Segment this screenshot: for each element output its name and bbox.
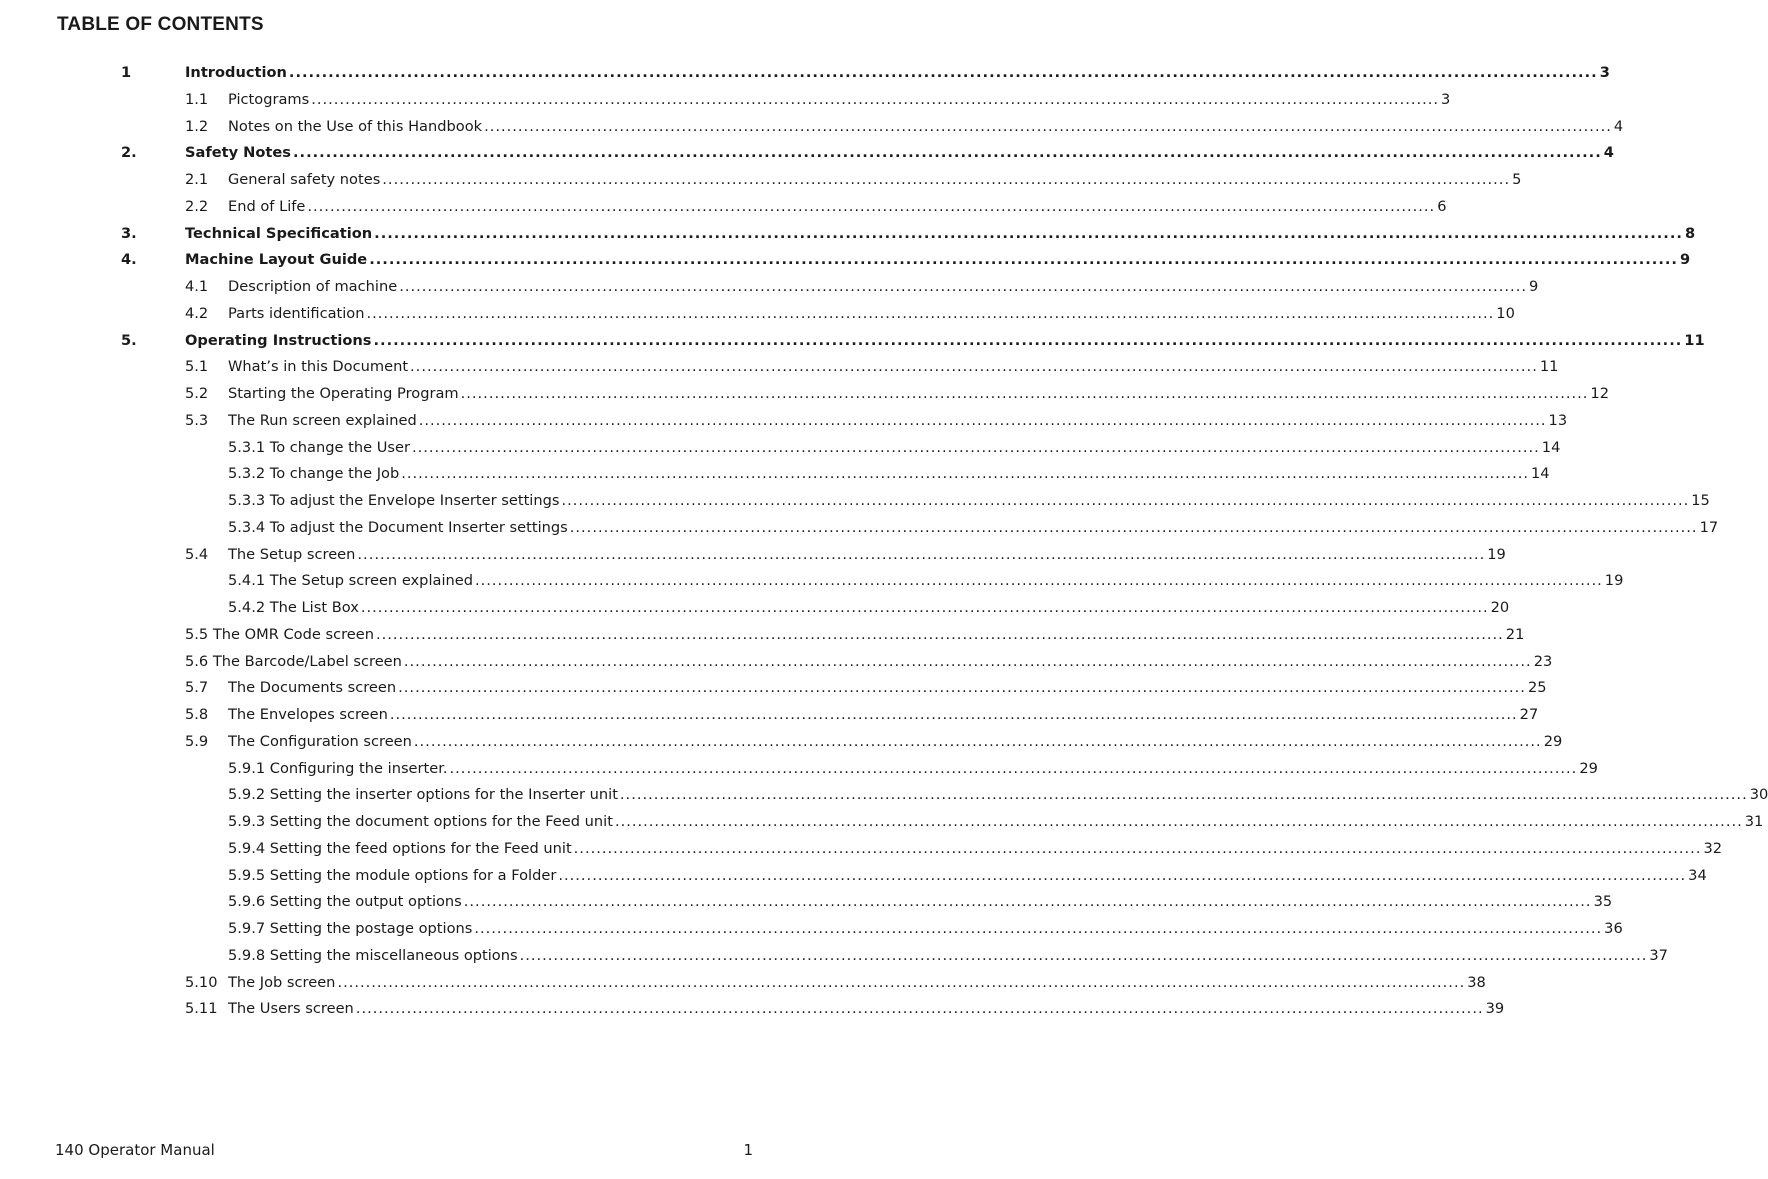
toc-entry[interactable]	[0, 729, 1563, 755]
toc-section-number: 5.7	[185, 679, 209, 697]
toc-entry-label: What’s in this Document	[228, 358, 409, 376]
toc-entry[interactable]	[0, 542, 1506, 568]
toc-page-number: 9	[1528, 278, 1539, 295]
dot-leader: ........................................................................................................................................................................................................	[399, 278, 1527, 295]
toc-entry-label: Operating Instructions	[185, 331, 372, 349]
dot-leader: ........................................................................................................................................................................................................	[357, 545, 1486, 563]
toc-chapter-entry[interactable]	[0, 140, 1614, 166]
toc-entry-label: 5.9.4 Setting the feed options for the Feed unit	[228, 839, 572, 857]
toc-page-number: 13	[1548, 411, 1568, 429]
toc-entry[interactable]	[0, 167, 1522, 193]
toc-page-number: 19	[1604, 572, 1624, 590]
toc-page-number: 20	[1490, 599, 1510, 616]
toc-entry-label: 5.3.2 To change the Job	[228, 465, 400, 483]
dot-leader: ........................................................................................................................................................................................................	[614, 813, 1743, 830]
toc-entry[interactable]	[0, 87, 1451, 113]
dot-leader: ........................................................................................................................................................................................................	[475, 572, 1603, 590]
dot-leader: ........................................................................................................................................................................................................	[355, 1000, 1484, 1018]
toc-entry[interactable]	[0, 649, 1553, 675]
dot-leader: ........................................................................................................................................................................................................	[463, 893, 1592, 911]
toc-page-number: 23	[1533, 652, 1553, 670]
toc-entry-label: 5.5 The OMR Code screen	[185, 625, 374, 643]
toc-page-number: 34	[1688, 866, 1707, 884]
toc-page-number: 8	[1684, 224, 1696, 242]
dot-leader: ........................................................................................................................................................................................................	[360, 599, 1489, 616]
toc-chapter-number: 2.	[121, 144, 137, 162]
toc-chapter-entry[interactable]	[0, 247, 1691, 273]
dot-leader: ........................................................................................................................................................................................................	[376, 625, 1504, 643]
toc-entry-label: The Setup screen	[228, 545, 356, 563]
toc-section-number: 5.8	[185, 706, 209, 723]
dot-leader: ........................................................................................................................................................................................................	[569, 518, 1698, 536]
toc-entry[interactable]	[0, 970, 1486, 996]
dot-leader: ........................................................................................................................................................................................................	[413, 732, 1542, 750]
dot-leader: ........................................................................................................................................................................................................	[573, 839, 1702, 857]
toc-section-number: 5.9	[185, 732, 209, 750]
toc-entry-label: General safety notes	[228, 171, 381, 188]
toc-entry-label: The Run screen explained	[228, 411, 417, 429]
dot-leader: ........................................................................................................................................................................................................	[484, 117, 1612, 135]
toc-page-number: 4	[1613, 117, 1624, 135]
toc-page-number: 19	[1487, 545, 1506, 563]
toc-page-number: 15	[1691, 492, 1710, 509]
dot-leader: ........................................................................................................................................................................................................	[411, 438, 1540, 456]
dot-leader: ........................................................................................................................................................................................................	[418, 411, 1547, 429]
toc-page-number: 32	[1703, 839, 1723, 857]
toc-entry[interactable]	[0, 515, 1719, 541]
toc-section-number: 1.1	[185, 90, 209, 108]
dot-leader: ........................................................................................................................................................................................................	[460, 385, 1589, 402]
toc-entry[interactable]	[0, 809, 1764, 835]
toc-entry[interactable]	[0, 702, 1539, 728]
toc-section-number: 5.1	[185, 358, 209, 376]
toc-section-number: 5.4	[185, 545, 209, 563]
toc-chapter-entry[interactable]	[0, 60, 1610, 86]
toc-entry[interactable]	[0, 863, 1707, 889]
toc-entry-label: 5.3.1 To change the User	[228, 438, 410, 456]
toc-entry[interactable]	[0, 943, 1668, 969]
toc-entry-label: The Configuration screen	[228, 732, 412, 750]
toc-entry-label: Pictograms	[228, 90, 310, 108]
toc-entry-label: Safety Notes	[185, 144, 291, 162]
toc-entry-label: Technical Specification	[185, 224, 373, 242]
toc-section-number: 5.2	[185, 385, 209, 402]
toc-section-number: 2.2	[185, 197, 209, 215]
toc-entry-label: 5.4.1 The Setup screen explained	[228, 572, 473, 590]
toc-entry[interactable]	[0, 488, 1710, 514]
dot-leader: ........................................................................................................................................................................................................	[410, 358, 1538, 376]
toc-entry[interactable]	[0, 622, 1525, 648]
toc-page-number: 9	[1679, 251, 1691, 269]
dot-leader: ........................................................................................................................................................................................................	[561, 492, 1690, 509]
toc-entry-label: 5.3.3 To adjust the Envelope Inserter settings	[228, 492, 560, 509]
toc-entry[interactable]	[0, 756, 1598, 782]
toc-entry-label: The Users screen	[228, 1000, 354, 1018]
dot-leader: ........................................................................................................................................................................................................	[307, 197, 1436, 215]
toc-chapter-number: 4.	[121, 251, 137, 269]
dot-leader: ........................................................................................................................................................................................................	[401, 465, 1530, 483]
dot-leader: ........................................................................................................................................................................................................	[449, 759, 1578, 777]
toc-chapter-entry[interactable]	[0, 328, 1705, 354]
toc-page-number: 17	[1699, 518, 1719, 536]
toc-page-number: 14	[1541, 438, 1561, 456]
toc-page-number: 11	[1539, 358, 1559, 376]
toc-chapter-number: 1	[121, 64, 132, 81]
toc-page-number: 27	[1519, 706, 1539, 723]
toc-entry-label: The Job screen	[228, 973, 336, 991]
footer-manual-name: 140 Operator Manual	[55, 1141, 215, 1159]
toc-chapter-entry[interactable]	[0, 221, 1696, 247]
toc-entry-label: Description of machine	[228, 278, 398, 295]
toc-entry[interactable]	[0, 301, 1515, 327]
dot-leader: ........................................................................................................................................................................................................	[382, 171, 1511, 188]
toc-page-number: 10	[1496, 304, 1515, 322]
toc-section-number: 2.1	[185, 171, 209, 188]
toc-page-number: 4	[1603, 144, 1614, 162]
toc-entry-label: The Envelopes screen	[228, 706, 388, 723]
toc-entry[interactable]	[0, 354, 1559, 380]
toc-entry[interactable]	[0, 782, 1768, 808]
dot-leader: ........................................................................................................................................................................................................	[398, 679, 1526, 697]
toc-entry[interactable]	[0, 568, 1624, 594]
toc-entry-label: 5.9.1 Configuring the inserter.	[228, 759, 448, 777]
toc-entry-label: 5.6 The Barcode/Label screen	[185, 652, 402, 670]
toc-section-number: 5.11	[185, 1000, 218, 1018]
toc-page-number: 25	[1527, 679, 1547, 697]
toc-chapter-number: 5.	[121, 331, 137, 349]
dot-leader: ........................................................................................................................................................................................................	[288, 64, 1598, 81]
toc-page-number: 29	[1579, 759, 1598, 777]
dot-leader: ........................................................................................................................................................................................................	[474, 920, 1603, 937]
toc-entry-label: 5.9.3 Setting the document options for the Feed unit	[228, 813, 613, 830]
toc-entry[interactable]	[0, 435, 1561, 461]
toc-page-number: 12	[1590, 385, 1609, 402]
dot-leader: ........................................................................................................................................................................................................	[519, 946, 1648, 964]
toc-entry[interactable]	[0, 675, 1547, 701]
toc-entry[interactable]	[0, 836, 1723, 862]
toc-entry-label: 5.9.6 Setting the output options	[228, 893, 462, 911]
toc-entry[interactable]	[0, 595, 1510, 621]
dot-leader: ........................................................................................................................................................................................................	[369, 251, 1678, 269]
toc-page-number: 38	[1467, 973, 1486, 991]
toc-entry-label: Machine Layout Guide	[185, 251, 368, 269]
toc-entry[interactable]	[0, 381, 1609, 407]
toc-page-number: 37	[1649, 946, 1668, 964]
toc-entry[interactable]	[0, 889, 1613, 915]
toc-entry-label: 5.9.2 Setting the inserter options for the Inserter unit	[228, 786, 618, 804]
toc-entry-label: 5.9.8 Setting the miscellaneous options	[228, 946, 518, 964]
toc-entry-label: 5.9.7 Setting the postage options	[228, 920, 473, 937]
toc-entry-label: The Documents screen	[228, 679, 397, 697]
dot-leader: ........................................................................................................................................................................................................	[366, 304, 1495, 322]
toc-entry-label: End of Life	[228, 197, 306, 215]
toc-entry-label: Notes on the Use of this Handbook	[228, 117, 483, 135]
toc-section-number: 4.2	[185, 304, 209, 322]
toc-page-number: 29	[1543, 732, 1563, 750]
toc-section-number: 5.3	[185, 411, 209, 429]
toc-page-number: 3	[1599, 64, 1610, 81]
toc-page-number: 31	[1744, 813, 1764, 830]
toc-page-number: 5	[1512, 171, 1522, 188]
toc-chapter-number: 3.	[121, 224, 137, 242]
toc-page-number: 21	[1505, 625, 1525, 643]
page-title: TABLE OF CONTENTS	[57, 14, 264, 35]
toc-section-number: 5.10	[185, 973, 218, 991]
toc-page-number: 39	[1485, 1000, 1505, 1018]
toc-entry[interactable]	[0, 194, 1447, 220]
toc-entry-label: 5.4.2 The List Box	[228, 599, 359, 616]
dot-leader: ........................................................................................................................................................................................................	[558, 866, 1687, 884]
toc-page-number: 6	[1437, 197, 1447, 215]
toc-page-number: 3	[1441, 90, 1451, 108]
toc-entry[interactable]	[0, 114, 1624, 140]
dot-leader: ........................................................................................................................................................................................................	[311, 90, 1440, 108]
toc-entry[interactable]	[0, 996, 1505, 1022]
toc-page-number: 11	[1684, 331, 1705, 349]
dot-leader: ........................................................................................................................................................................................................	[337, 973, 1466, 991]
dot-leader: ........................................................................................................................................................................................................	[619, 786, 1748, 804]
toc-page-number: 14	[1531, 465, 1550, 483]
toc-entry[interactable]	[0, 916, 1623, 942]
toc-section-number: 4.1	[185, 278, 209, 295]
toc-page-number: 35	[1593, 893, 1613, 911]
toc-entry[interactable]	[0, 408, 1568, 434]
toc-entry-label: 5.9.5 Setting the module options for a Folder	[228, 866, 557, 884]
toc-entry-label: Introduction	[185, 64, 287, 81]
dot-leader: ........................................................................................................................................................................................................	[403, 652, 1532, 670]
dot-leader: ........................................................................................................................................................................................................	[389, 706, 1518, 723]
dot-leader: ........................................................................................................................................................................................................	[292, 144, 1602, 162]
toc-entry-label: 5.3.4 To adjust the Document Inserter settings	[228, 518, 568, 536]
toc-page-number: 36	[1604, 920, 1623, 937]
dot-leader: ........................................................................................................................................................................................................	[373, 331, 1683, 349]
toc-section-number: 1.2	[185, 117, 209, 135]
toc-entry-label: Starting the Operating Program	[228, 385, 459, 402]
toc-entry-label: Parts identification	[228, 304, 365, 322]
footer-page-number: 1	[743, 1141, 753, 1159]
dot-leader: ........................................................................................................................................................................................................	[374, 224, 1683, 242]
toc-entry[interactable]	[0, 461, 1550, 487]
toc-page-number: 30	[1749, 786, 1768, 804]
toc-entry[interactable]	[0, 274, 1539, 300]
